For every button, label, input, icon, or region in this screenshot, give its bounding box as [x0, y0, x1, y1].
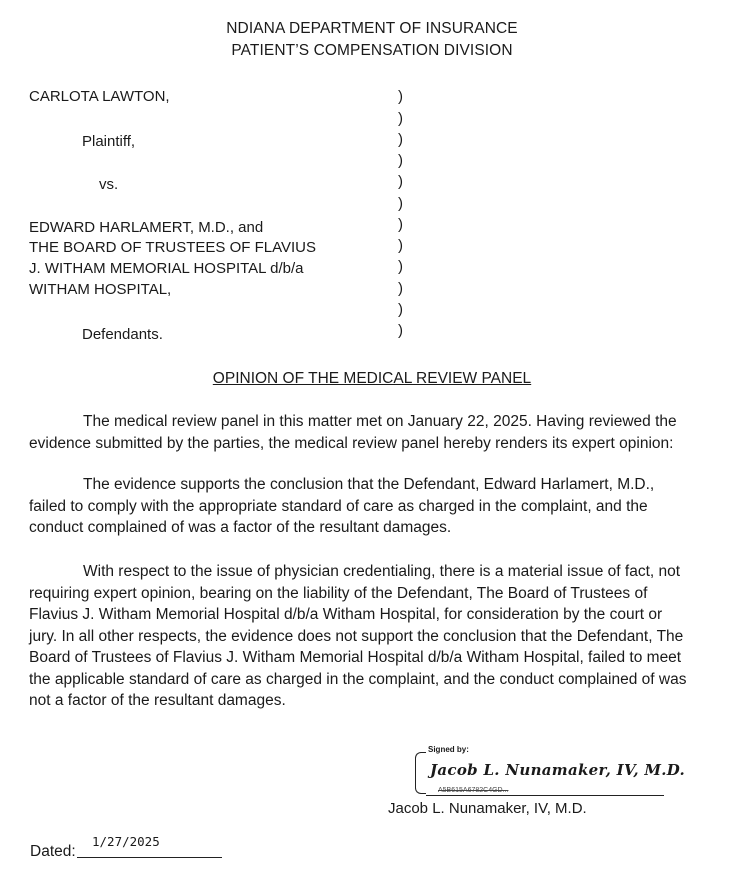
caption-paren: ): [398, 173, 403, 190]
caption-paren: ): [398, 110, 403, 127]
defendant-line-2: THE BOARD OF TRUSTEES OF FLAVIUS: [29, 239, 316, 256]
caption-paren: ): [398, 237, 403, 254]
paragraph-line: jury. In all other respects, the evidence does not support the conclusion that the Defendant, The: [29, 627, 684, 645]
signature-id: A5B615A6782C4GD...: [438, 787, 509, 794]
paragraph-line: The medical review panel in this matter met on January 22, 2025. Having reviewed the: [83, 413, 677, 430]
signed-by-label: Signed by:: [428, 745, 469, 754]
signature-line: [426, 795, 664, 796]
paragraph-line: The evidence supports the conclusion that the Defendant, Edward Harlamert, M.D.,: [83, 476, 655, 493]
paragraph-1: [29, 411, 719, 454]
dated-label: Dated:: [30, 843, 76, 860]
caption-paren: ): [398, 301, 403, 318]
caption-paren: ): [398, 131, 403, 148]
paragraph-line: not a factor of the resultant damages.: [29, 692, 286, 709]
defendant-line-1: EDWARD HARLAMERT, M.D., and: [29, 219, 264, 236]
caption-paren: ): [398, 195, 403, 212]
paragraph-line: Flavius J. Witham Memorial Hospital d/b/a Witham Hospital, for consideration by the court or: [29, 606, 663, 623]
paragraph-line: the applicable standard of care as charged in the complaint, and the conduct complained of was: [29, 670, 687, 688]
paragraph-3: [29, 561, 719, 712]
dated-value: 1/27/2025: [92, 834, 160, 849]
paragraph-line: requiring expert opinion, bearing on the liability of the Defendant, The Board of Trustees of: [29, 584, 648, 602]
versus-label: vs.: [99, 176, 119, 193]
paragraph-line: With respect to the issue of physician credentialing, there is a material issue of fact, not: [83, 563, 681, 580]
signer-printed-name: Jacob L. Nunamaker, IV, M.D.: [388, 800, 587, 817]
paragraph-line: evidence submitted by the parties, the medical review panel hereby renders its expert opinion:: [29, 434, 674, 452]
signature-script: Jacob L. Nunamaker, IV, M.D.: [430, 761, 686, 779]
signature-bracket: [415, 752, 426, 794]
caption-paren: ): [398, 152, 403, 169]
paragraph-line: conduct complained of was a factor of the resultant damages.: [29, 519, 452, 536]
caption-paren: ): [398, 322, 403, 339]
agency-header-line1: NDIANA DEPARTMENT OF INSURANCE: [226, 20, 518, 37]
defendants-label: Defendants.: [82, 326, 163, 343]
paragraph-2: [29, 474, 719, 539]
caption-paren: ): [398, 216, 403, 233]
paragraph-line: failed to comply with the appropriate standard of care as charged in the complaint, and the: [29, 497, 648, 515]
defendant-line-3: J. WITHAM MEMORIAL HOSPITAL d/b/a: [29, 260, 304, 277]
plaintiff-label: Plaintiff,: [82, 133, 136, 150]
opinion-title: OPINION OF THE MEDICAL REVIEW PANEL: [212, 370, 532, 387]
defendant-line-4: WITHAM HOSPITAL,: [29, 281, 172, 298]
caption-paren: ): [398, 280, 403, 297]
caption-paren: ): [398, 258, 403, 275]
paragraph-line: Board of Trustees of Flavius J. Witham Memorial Hospital d/b/a Witham Hospital, failed to meet: [29, 649, 682, 666]
plaintiff-name: CARLOTA LAWTON,: [29, 88, 170, 105]
caption-paren: ): [398, 88, 403, 105]
date-line: [77, 857, 222, 858]
agency-header-line2: PATIENT’S COMPENSATION DIVISION: [231, 42, 513, 59]
